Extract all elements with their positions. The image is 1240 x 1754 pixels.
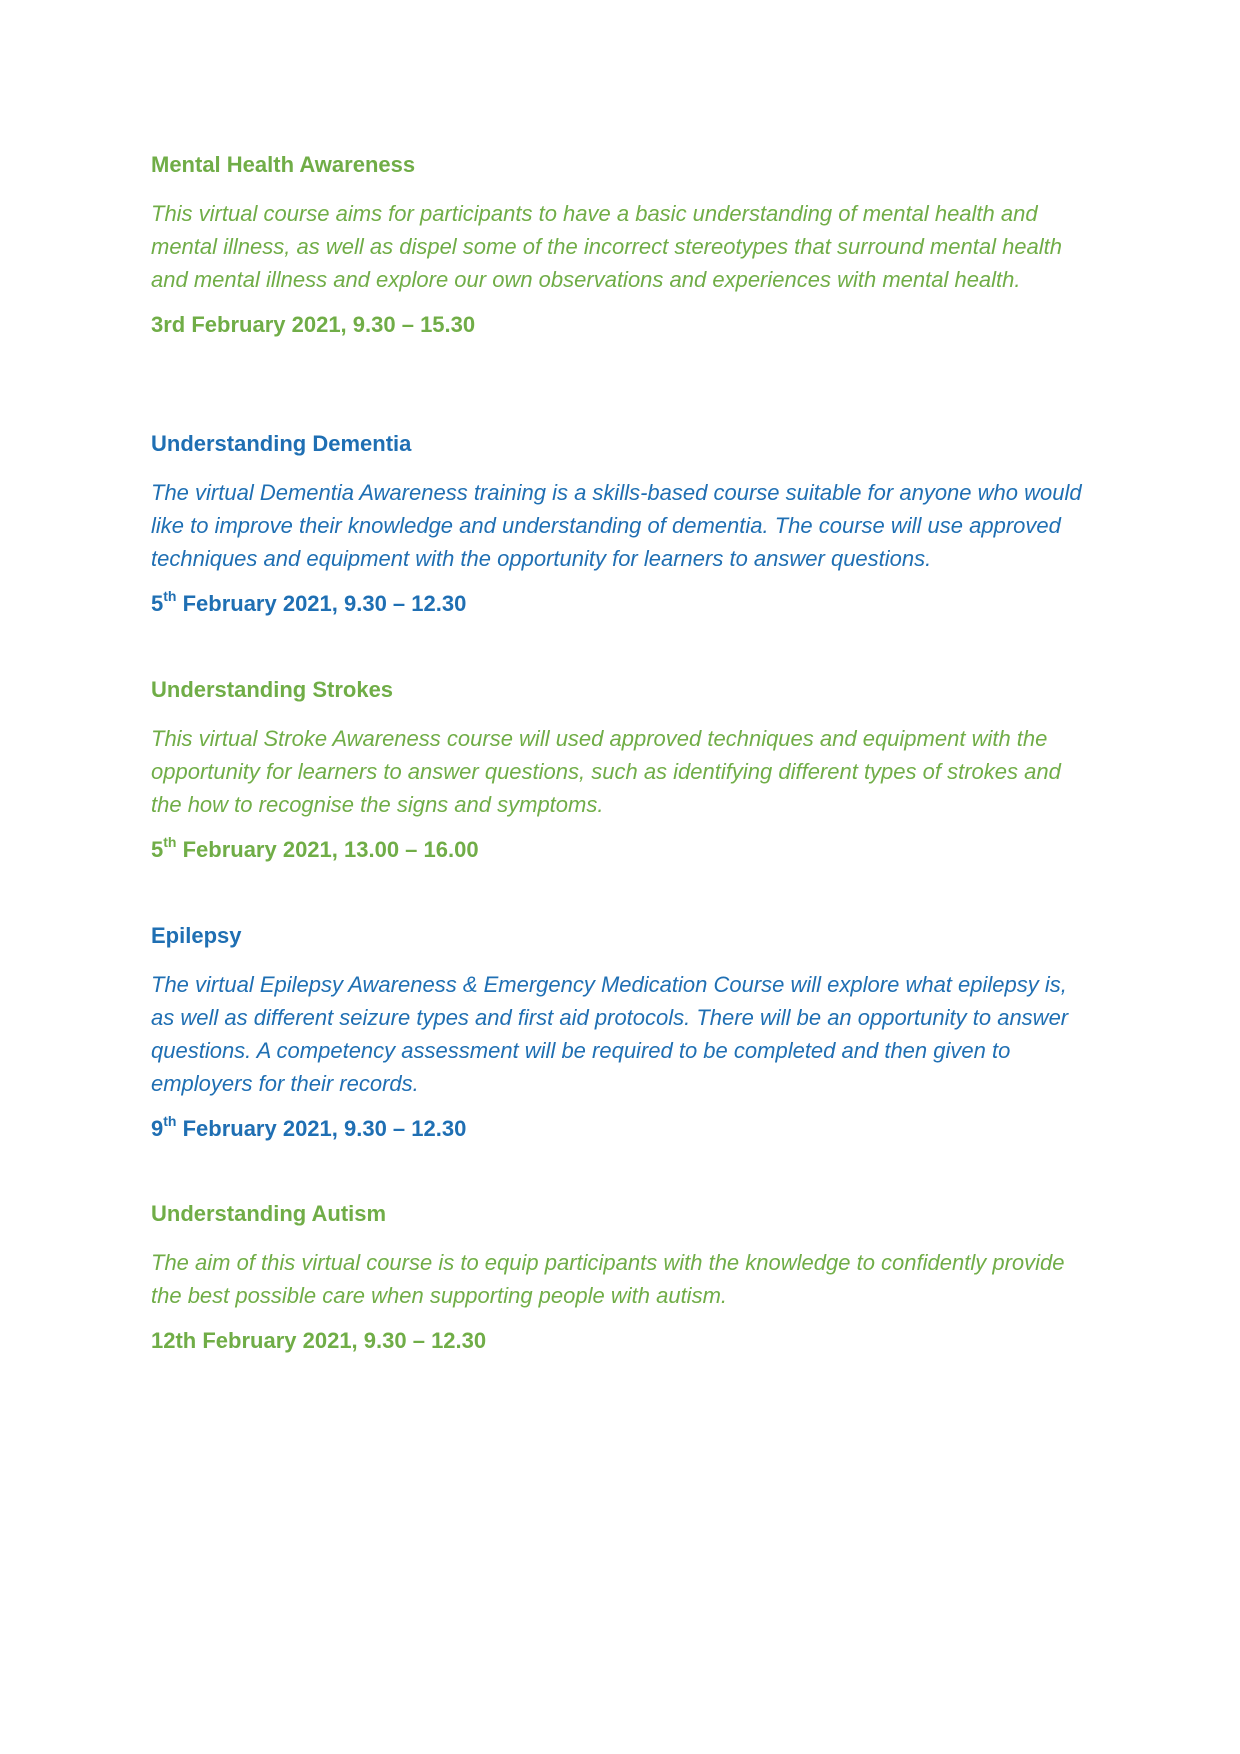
course-date: [151, 835, 1091, 865]
course-strokes: [151, 676, 1091, 865]
date-day: 12th: [151, 1328, 197, 1353]
course-description: The virtual Dementia Awareness training is a skills-based course suitable for anyone who would like to improve their knowledge and understanding of dementia. The course will use approved techniques and equipment with the opportunity for learners to answer questions.: [151, 480, 1082, 571]
course-date: [151, 1114, 1091, 1144]
course-title: Understanding Autism: [151, 1201, 387, 1226]
course-mental-health: [151, 151, 1091, 340]
course-epilepsy: [151, 922, 1091, 1144]
date-ordinal: th: [163, 833, 177, 850]
date-day: 9: [151, 1116, 164, 1141]
course-description: The aim of this virtual course is to equip participants with the knowledge to confidently provide the best possible care when supporting people with autism.: [151, 1250, 1065, 1308]
date-day: 5: [151, 591, 164, 616]
date-rest: February 2021, 9.30 – 12.30: [196, 1328, 487, 1353]
course-dementia: [151, 430, 1091, 619]
date-rest: February 2021, 9.30 – 12.30: [176, 591, 467, 616]
course-title: Understanding Strokes: [151, 677, 394, 702]
course-description: This virtual Stroke Awareness course will used approved techniques and equipment with the opportunity for learners to answer questions, such as identifying different types of strokes and the how to recognise the signs and symptoms.: [151, 726, 1061, 817]
date-day: 3rd: [151, 312, 186, 337]
course-title: Mental Health Awareness: [151, 152, 416, 177]
course-description: The virtual Epilepsy Awareness & Emergency Medication Course will explore what epilepsy is, as well as different seizure types and first aid protocols. There will be an opportunity to answer questions. A competency assessment will be required to be completed and then given to employers for their records.: [151, 972, 1069, 1096]
course-date: [151, 1326, 1091, 1356]
course-title: Understanding Dementia: [151, 431, 412, 456]
course-date: [151, 310, 1091, 340]
date-ordinal: th: [163, 1112, 177, 1129]
date-ordinal: th: [163, 587, 177, 604]
course-date: [151, 589, 1091, 619]
course-autism: [151, 1200, 1091, 1356]
date-rest: February 2021, 13.00 – 16.00: [176, 837, 479, 862]
course-description: This virtual course aims for participants to have a basic understanding of mental health and mental illness, as well as dispel some of the incorrect stereotypes that surround mental health and mental illness and explore our own observations and experiences with mental health.: [151, 201, 1063, 292]
date-rest: February 2021, 9.30 – 15.30: [185, 312, 476, 337]
course-title: Epilepsy: [151, 923, 242, 948]
date-day: 5: [151, 837, 164, 862]
date-rest: February 2021, 9.30 – 12.30: [176, 1116, 467, 1141]
